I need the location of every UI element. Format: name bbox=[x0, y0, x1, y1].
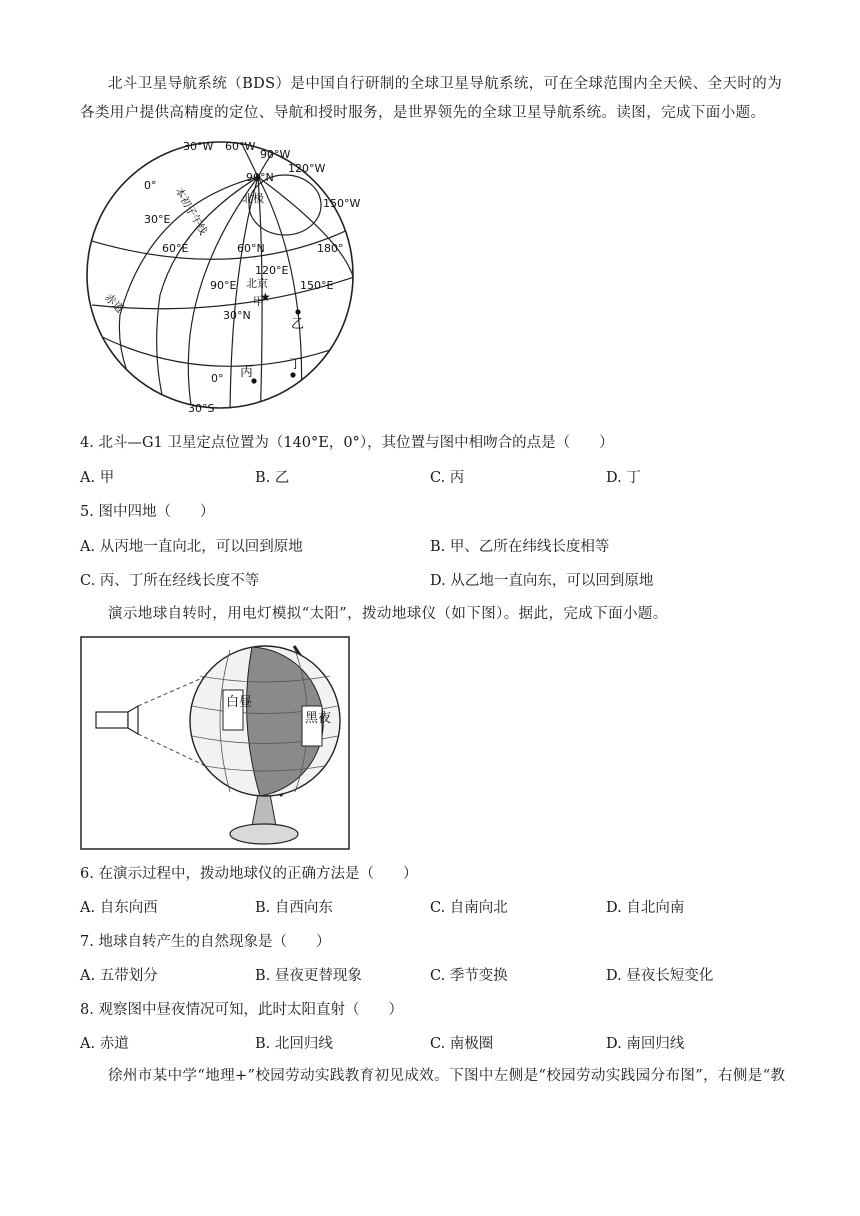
question-5-stem: 5. 图中四地（ ） bbox=[80, 504, 215, 520]
beijing-star: ★ bbox=[260, 290, 271, 304]
label-beijing: 北京 bbox=[246, 277, 268, 290]
q4-option-a[interactable]: A. 甲 bbox=[80, 470, 115, 486]
q6-option-b[interactable]: B. 自西向东 bbox=[255, 900, 333, 916]
q8-option-b[interactable]: B. 北回归线 bbox=[255, 1036, 333, 1052]
label-day: 白昼 bbox=[226, 695, 253, 710]
q7-option-a[interactable]: A. 五带划分 bbox=[80, 968, 158, 984]
q6-option-d[interactable]: D. 自北向南 bbox=[606, 900, 685, 916]
question-7-stem: 7. 地球自转产生的自然现象是（ ） bbox=[80, 934, 331, 950]
label-night: 黑夜 bbox=[305, 711, 332, 726]
q7-option-c[interactable]: C. 季节变换 bbox=[430, 968, 508, 984]
label-90n: 90°N bbox=[246, 171, 274, 184]
label-120e: 120°E bbox=[255, 264, 289, 277]
q5-option-d[interactable]: D. 从乙地一直向东，可以回到原地 bbox=[430, 573, 654, 589]
globe-stand bbox=[230, 824, 298, 844]
label-prime-meridian: 本初子午线 bbox=[172, 185, 210, 237]
label-equator: 赤道 bbox=[101, 290, 127, 316]
label-jia: 甲 bbox=[253, 295, 264, 308]
label-30w: 30°W bbox=[183, 140, 214, 153]
q6-option-a[interactable]: A. 自东向西 bbox=[80, 900, 158, 916]
label-lat-0: 0° bbox=[211, 372, 224, 385]
q4-option-c[interactable]: C. 丙 bbox=[430, 470, 465, 486]
q5-option-b[interactable]: B. 甲、乙所在纬线长度相等 bbox=[430, 539, 610, 555]
q5-option-c[interactable]: C. 丙、丁所在经线长度不等 bbox=[80, 573, 260, 589]
question-6-stem: 6. 在演示过程中，拨动地球仪的正确方法是（ ） bbox=[80, 866, 418, 882]
q8-option-a[interactable]: A. 赤道 bbox=[80, 1036, 129, 1052]
label-bing: 丙 bbox=[240, 365, 254, 380]
q8-option-c[interactable]: C. 南极圈 bbox=[430, 1036, 494, 1052]
globe-latlon-figure bbox=[80, 135, 370, 420]
q6-option-c[interactable]: C. 自南向北 bbox=[430, 900, 508, 916]
intro-paragraph-bds: 北斗卫星导航系统（BDS）是中国自行研制的全球卫星导航系统，可在全球范围内全天候、全天时的为各类用户提供高精度的定位、导航和授时服务，是世界领先的全球卫星导航系统。读图，完成下面小题。 bbox=[80, 76, 783, 121]
label-beiji: 北极 bbox=[242, 192, 264, 205]
q4-option-d[interactable]: D. 丁 bbox=[606, 470, 641, 486]
globe-daynight-figure bbox=[80, 636, 350, 850]
q4-option-b[interactable]: B. 乙 bbox=[255, 470, 290, 486]
label-30e: 30°E bbox=[144, 213, 171, 226]
point-yi bbox=[295, 309, 300, 314]
q8-option-d[interactable]: D. 南回归线 bbox=[606, 1036, 685, 1052]
label-30n: 30°N bbox=[223, 309, 251, 322]
label-180: 180° bbox=[317, 242, 344, 255]
question-8-stem: 8. 观察图中昼夜情况可知，此时太阳直射（ ） bbox=[80, 1002, 403, 1018]
lamp-icon bbox=[96, 712, 128, 728]
label-90w: 90°W bbox=[260, 148, 291, 161]
label-150w: 150°W bbox=[323, 197, 361, 210]
question-4-stem: 4. 北斗—G1 卫星定点位置为（140°E，0°），其位置与图中相吻合的点是（ ） bbox=[80, 435, 614, 451]
label-150e: 150°E bbox=[300, 279, 334, 292]
point-ding bbox=[290, 372, 295, 377]
q7-option-d[interactable]: D. 昼夜长短变化 bbox=[606, 968, 714, 984]
label-60w: 60°W bbox=[225, 140, 256, 153]
intro-paragraph-school: 徐州市某中学“地理+”校园劳动实践教育初见成效。下图中左侧是“校园劳动实践园分布图”，右侧是“教 bbox=[108, 1068, 786, 1084]
q5-option-a[interactable]: A. 从丙地一直向北，可以回到原地 bbox=[80, 539, 303, 555]
label-60n: 60°N bbox=[237, 242, 265, 255]
q7-option-b[interactable]: B. 昼夜更替现象 bbox=[255, 968, 362, 984]
label-120w: 120°W bbox=[288, 162, 326, 175]
intro-paragraph-rotation: 演示地球自转时，用电灯模拟“太阳”，拨动地球仪（如下图）。据此，完成下面小题。 bbox=[108, 606, 668, 622]
label-ding: 丁 bbox=[289, 357, 303, 372]
label-yi: 乙 bbox=[291, 317, 305, 332]
label-90e: 90°E bbox=[210, 279, 237, 292]
globe-outline bbox=[87, 142, 353, 408]
label-lon-0: 0° bbox=[144, 179, 157, 192]
label-60e: 60°E bbox=[162, 242, 189, 255]
label-30s: 30°S bbox=[188, 402, 215, 415]
